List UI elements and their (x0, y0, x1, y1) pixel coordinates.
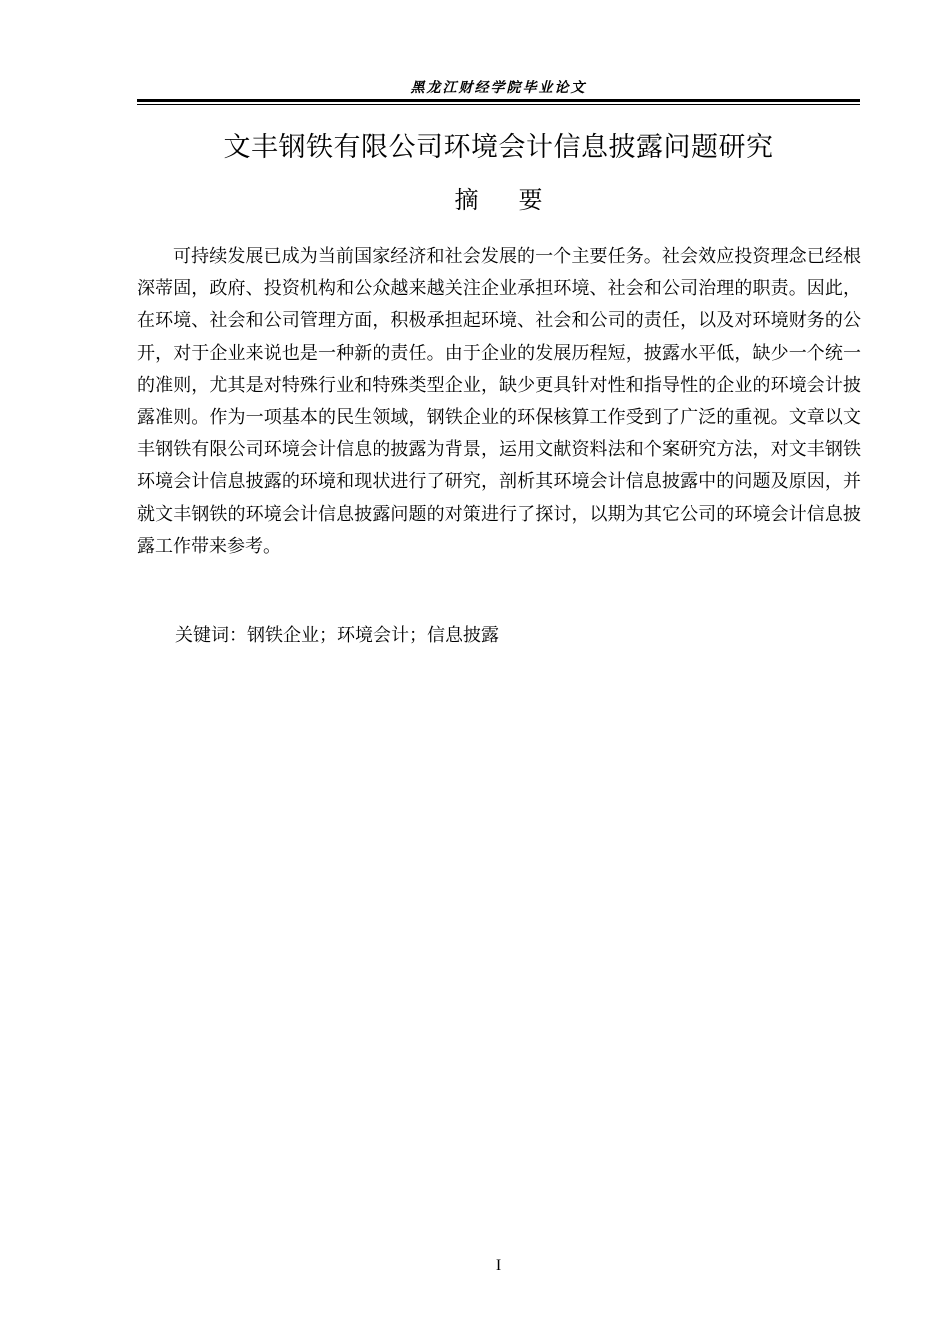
keywords-value: 钢铁企业；环境会计；信息披露 (247, 625, 499, 646)
keywords-line (175, 621, 499, 651)
abstract-body: 可持续发展已成为当前国家经济和社会发展的一个主要任务。社会效应投资理念已经根深蒂固，政府、投资机构和公众越来越关注企业承担环境、社会和公司治理的职责。因此，在环境、社会和公司管理方面，积极承担起环境、社会和公司的责任，以及对环境财务的公开，对于企业来说也是一种新的责任。由于企业的发展历程短，披露水平低，缺少一个统一的准则，尤其是对特殊行业和特殊类型企业，缺少更具针对性和指导性的企业的环境会计披露准则。作为一项基本的民生领域，钢铁企业的环保核算工作受到了广泛的重视。文章以文丰钢铁有限公司环境会计信息的披露为背景，运用文献资料法和个案研究方法，对文丰钢铁环境会计信息披露的环境和现状进行了研究，剖析其环境会计信息披露中的问题及原因，并就文丰钢铁的环境会计信息披露问题的对策进行了探讨，以期为其它公司的环境会计信息披露工作带来参考。 (137, 246, 861, 557)
abstract-heading: 摘要 (454, 186, 583, 214)
header-rule-thick (137, 99, 860, 102)
header-rule-thin (137, 104, 860, 105)
document-title: 文丰钢铁有限公司环境会计信息披露问题研究 (223, 132, 774, 163)
running-header: 黑龙江财经学院毕业论文 (410, 80, 587, 96)
keywords-label: 关键词： (175, 625, 247, 646)
page-number: I (495, 1257, 502, 1274)
